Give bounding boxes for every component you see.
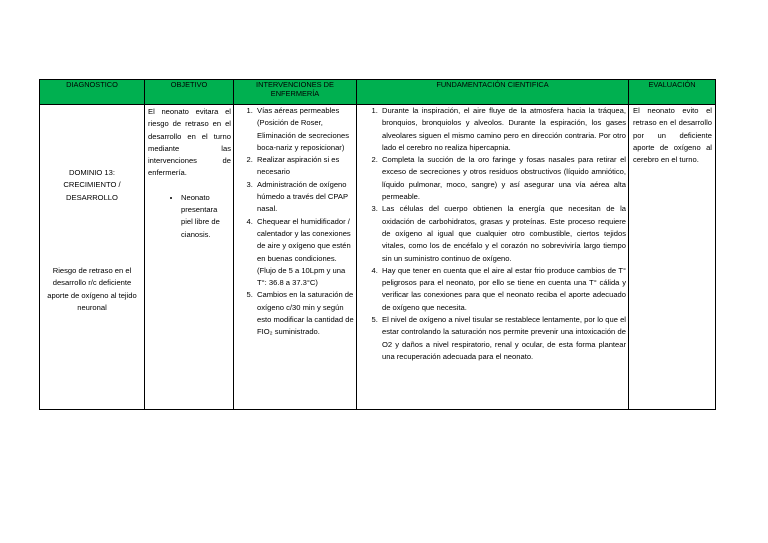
care-plan-table [39,79,716,410]
objetivo-text: El neonato evitara el riesgo de retraso en el desarrollo en el turno mediante las intervenciones de enfermería. [148,107,231,178]
objetivo-cell [145,105,234,410]
fundamentacion-item: 3. Las células del cuerpo obtienen la energía que necesitan de la oxidación de carbohidratos, grasas y proteínas. Este proceso requiere de oxígeno al igual que cualquier otro combustible, ciertos tejidos vitales, como los de encéfalo y el corazón no sobreviviría largo tiempo sin un suministro continuo de oxígeno. [380,203,626,264]
fundamentacion-item: 1. Durante la inspiración, el aire fluye de la atmosfera hacia la tráquea, bronquios, bronquiolos y alveolos. Durante la espiración, los gases alveolares siguen el mismo camino pero en dirección contraria. Por otro lado el cerebro no realiza hipercapnia. [380,105,626,154]
evaluacion-cell [629,105,716,410]
header-diagnostico: DIAGNOSTICO [40,80,145,105]
riesgo-text: Riesgo de retraso en el desarrollo r/c deficiente aporte de oxígeno al tejido neuronal [47,266,137,312]
intervenciones-list [235,105,354,339]
dominio-text: DOMINIO 13: CRECIMIENTO / DESARROLLO [63,168,121,202]
fundamentacion-cell [357,105,629,410]
content-row [40,105,716,410]
objetivo-bullet-list [148,192,231,241]
header-objetivo: OBJETIVO [145,80,234,105]
intervencion-item: 5. Cambios en la saturación de oxígeno c/30 min y según esto modificar la cantidad de FIO₂ suministrado. [255,289,354,338]
fundamentacion-item: 5. El nivel de oxígeno a nivel tisular se restablece lentamente, por lo que el estar controlando la saturación nos permite prevenir una intoxicación de O2 y daños a nivel respiratorio, renal y ocular, de esta forma plantear una recuperación adecuada para el neonato. [380,314,626,363]
evaluacion-text: El neonato evito el retraso en el desarrollo por un deficiente aporte de oxígeno al cerebro en el turno. [633,106,712,165]
header-fundamentacion: FUNDAMENTACIÓN CIENTIFICA [357,80,629,105]
objetivo-bullet: • Neonato presentara piel libre de cianosis. [181,192,231,241]
diagnostico-cell [40,105,145,410]
intervencion-item: 4. Chequear el humidificador / calentador y las conexiones de aire y oxígeno que estén en buenas condiciones. (Flujo de 5 a 10Lpm y una T°: 36.8 a 37.3°C) [255,216,354,290]
header-evaluacion: EVALUACIÓN [629,80,716,105]
fundamentacion-item: 2. Completa la succión de la oro faringe y fosas nasales para retirar el exceso de secreciones y otros residuos obstructivos (líquido amniótico, líquido pulmonar, moco, sangre) y así asegurar una vía aérea alta permeable. [380,154,626,203]
intervenciones-cell [234,105,357,410]
header-intervenciones: INTERVENCIONES DE ENFERMERÍA [234,80,357,105]
fundamentacion-item: 4. Hay que tener en cuenta que el aire al estar frio produce cambios de T° peligrosos para el neonato, por ello se tiene en cuenta una T° cálida y verificar las conexiones para que el neonato reciba el aporte adecuado de oxígeno que necesita. [380,265,626,314]
fundamentacion-list [358,105,626,363]
header-row [40,80,716,105]
intervencion-item: 3. Administración de oxígeno húmedo a través del CPAP nasal. [255,179,354,216]
intervencion-item: 2. Realizar aspiración si es necesario [255,154,354,179]
intervencion-item: 1. Vías aéreas permeables (Posición de Roser, Eliminación de secreciones boca-nariz y reposicionar) [255,105,354,154]
